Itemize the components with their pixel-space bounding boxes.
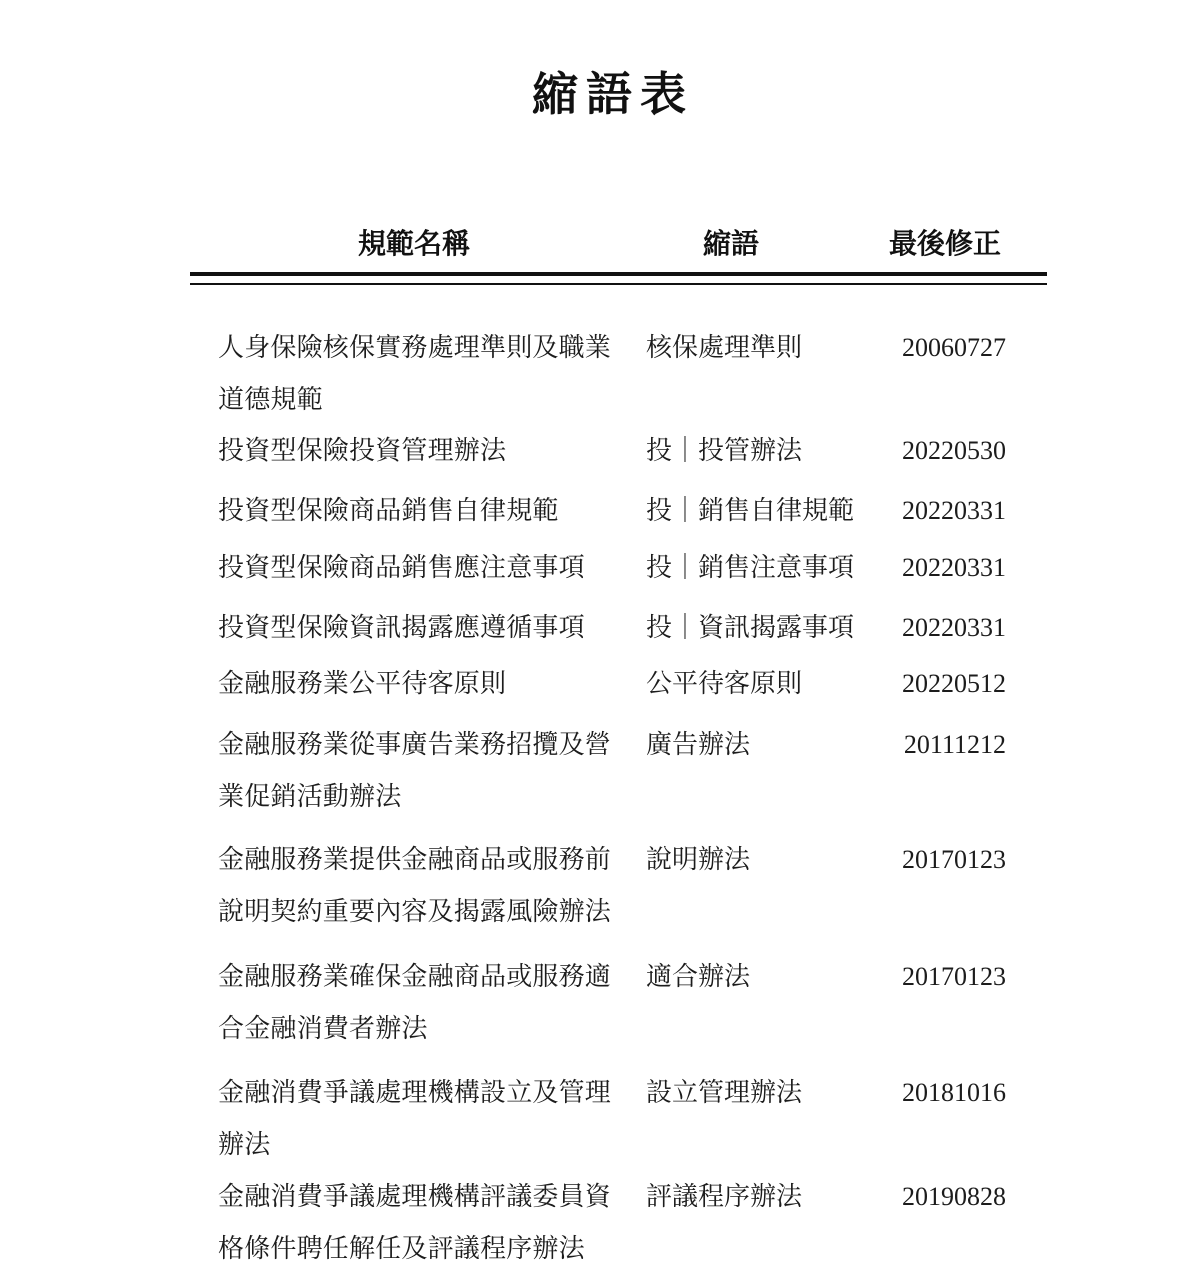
row-abbreviation: 投｜銷售自律規範 (646, 496, 855, 526)
column-header-abbreviation: 縮語 (703, 227, 760, 260)
row-name: 投資型保險商品銷售應注意事項 (218, 553, 585, 583)
column-header-name: 規範名稱 (358, 227, 471, 260)
row-name: 投資型保險商品銷售自律規範 (218, 496, 559, 526)
row-abbreviation: 設立管理辦法 (646, 1078, 803, 1108)
row-name: 金融消費爭議處理機構評議委員資格條件聘任解任及評議程序辦法 (218, 1182, 612, 1264)
row-name: 金融消費爭議處理機構設立及管理辦法 (218, 1078, 612, 1160)
row-name: 金融服務業公平待客原則 (218, 669, 507, 699)
row-name: 人身保險核保實務處理準則及職業道德規範 (218, 333, 612, 415)
header-rule-thick (190, 272, 1047, 276)
row-abbreviation: 適合辦法 (646, 962, 751, 992)
row-name: 金融服務業確保金融商品或服務適合金融消費者辦法 (218, 962, 612, 1044)
table-header (0, 222, 1200, 262)
column-header-last-amended: 最後修正 (889, 227, 1002, 260)
page-title: 縮語表 (532, 67, 694, 121)
row-abbreviation: 廣告辦法 (646, 730, 751, 760)
row-abbreviation: 投｜銷售注意事項 (646, 553, 855, 583)
row-date: 20190828 (902, 1182, 1006, 1211)
row-abbreviation: 核保處理準則 (646, 333, 803, 363)
row-date: 20220331 (902, 553, 1006, 582)
row-name: 投資型保險投資管理辦法 (218, 436, 507, 466)
row-abbreviation: 投｜資訊揭露事項 (646, 613, 855, 643)
row-date: 20220331 (902, 613, 1006, 642)
row-date: 20220512 (902, 669, 1006, 698)
row-abbreviation: 說明辦法 (646, 845, 751, 875)
row-name: 金融服務業提供金融商品或服務前說明契約重要內容及揭露風險辦法 (218, 845, 612, 927)
header-rule-thin (190, 283, 1047, 285)
row-date: 20181016 (902, 1078, 1006, 1107)
row-abbreviation: 評議程序辦法 (646, 1182, 803, 1212)
row-date: 20170123 (902, 845, 1006, 874)
row-date: 20220530 (902, 436, 1006, 465)
row-abbreviation: 投｜投管辦法 (646, 436, 803, 466)
row-name: 金融服務業從事廣告業務招攬及營業促銷活動辦法 (218, 730, 612, 812)
row-date: 20220331 (902, 496, 1006, 525)
row-date: 20111212 (903, 730, 1006, 759)
row-name: 投資型保險資訊揭露應遵循事項 (218, 613, 585, 643)
row-abbreviation: 公平待客原則 (646, 669, 803, 699)
row-date: 20060727 (902, 333, 1006, 362)
row-date: 20170123 (902, 962, 1006, 991)
